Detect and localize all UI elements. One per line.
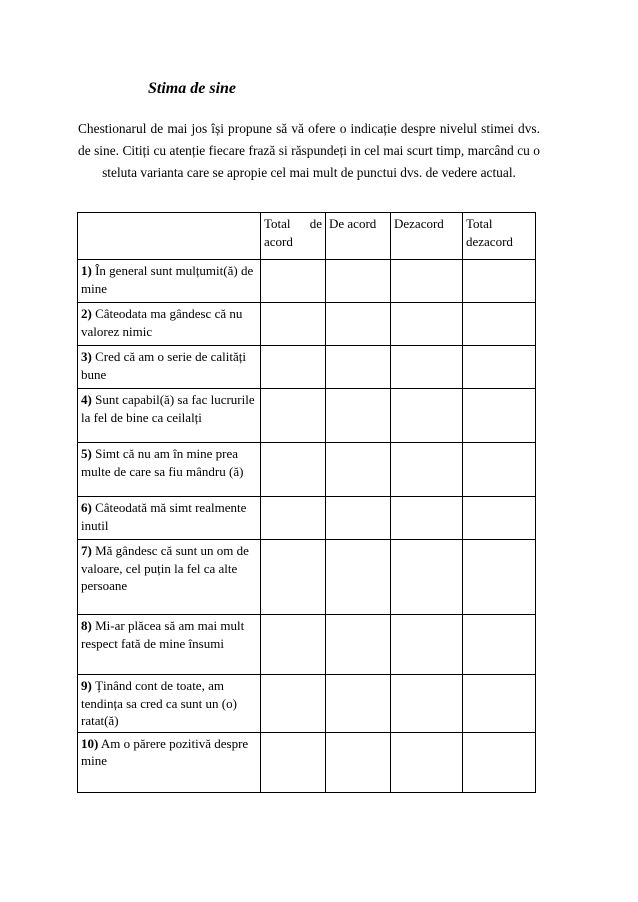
question-number: 2) [81,306,92,321]
answer-cell-total-de-acord[interactable] [261,303,326,346]
answer-cell-total-dezacord[interactable] [463,497,536,540]
question-label: Câteodată mă simt realmente inutil [81,500,247,533]
answer-cell-total-dezacord[interactable] [463,346,536,389]
question-text-6 [78,497,261,540]
answer-cell-de-acord[interactable] [326,303,391,346]
header-dezacord: Dezacord [391,213,463,260]
question-number: 9) [81,678,92,693]
answer-cell-total-de-acord[interactable] [261,260,326,303]
answer-cell-total-dezacord[interactable] [463,540,536,615]
question-label: Simt că nu am în mine prea multe de care sa fiu mândru (ă) [81,446,244,479]
question-row-6 [78,497,536,540]
answer-cell-total-de-acord[interactable] [261,732,326,792]
answer-cell-dezacord[interactable] [391,497,463,540]
question-label: Ținând cont de toate, am tendința sa cred ca sunt un (o) ratat(ă) [81,678,237,728]
question-row-5 [78,443,536,497]
answer-cell-de-acord[interactable] [326,346,391,389]
answer-cell-dezacord[interactable] [391,615,463,675]
question-text-7 [78,540,261,615]
header-total-dezacord: Total dezacord [463,213,536,260]
answer-cell-total-dezacord[interactable] [463,675,536,733]
question-text-9 [78,675,261,733]
answer-cell-total-dezacord[interactable] [463,443,536,497]
answer-cell-de-acord[interactable] [326,732,391,792]
answer-cell-total-dezacord[interactable] [463,389,536,443]
question-number: 1) [81,263,92,278]
answer-cell-total-de-acord[interactable] [261,443,326,497]
answer-cell-de-acord[interactable] [326,675,391,733]
answer-cell-dezacord[interactable] [391,303,463,346]
answer-cell-total-de-acord[interactable] [261,615,326,675]
answer-cell-total-de-acord[interactable] [261,346,326,389]
answer-cell-dezacord[interactable] [391,389,463,443]
question-label: Cred că am o serie de calități bune [81,349,246,382]
answer-cell-de-acord[interactable] [326,540,391,615]
answer-cell-dezacord[interactable] [391,443,463,497]
answer-cell-total-dezacord[interactable] [463,303,536,346]
question-number: 10) [81,735,99,751]
question-row-9 [78,675,536,733]
question-text-1 [78,260,261,303]
question-row-7 [78,540,536,615]
answer-cell-total-de-acord[interactable] [261,540,326,615]
question-row-8 [78,615,536,675]
question-text-3 [78,346,261,389]
answer-cell-total-de-acord[interactable] [261,389,326,443]
question-row-4 [78,389,536,443]
question-text-5 [78,443,261,497]
question-number: 5) [81,446,92,461]
question-label: Am o părere pozitivă despre mine [81,735,249,768]
question-label: Câteodata ma gândesc că nu valorez nimic [81,306,243,339]
question-label: Sunt capabil(ă) sa fac lucrurile la fel de bine ca ceilalți [81,392,255,425]
answer-cell-de-acord[interactable] [326,389,391,443]
answer-cell-total-dezacord[interactable] [463,732,536,792]
question-number: 3) [81,349,92,364]
header-row [78,213,536,260]
answer-cell-dezacord[interactable] [391,346,463,389]
question-label: Mă gândesc că sunt un om de valoare, cel puțin la fel ca alte persoane [81,543,249,593]
questions-body [78,260,536,793]
answer-cell-dezacord[interactable] [391,675,463,733]
question-row-1 [78,260,536,303]
answer-cell-de-acord[interactable] [326,615,391,675]
question-text-4 [78,389,261,443]
question-text-8 [78,615,261,675]
questionnaire-table [77,212,536,793]
header-blank-cell [78,213,261,260]
answer-cell-dezacord[interactable] [391,732,463,792]
answer-cell-de-acord[interactable] [326,443,391,497]
question-number: 8) [81,618,92,633]
question-label: Mi-ar plăcea să am mai mult respect fată de mine însumi [81,618,245,651]
answer-cell-dezacord[interactable] [391,540,463,615]
answer-cell-de-acord[interactable] [326,497,391,540]
question-row-3 [78,346,536,389]
question-text-10 [78,732,261,792]
page-title: Stima de sine [148,80,237,97]
question-label: În general sunt mulțumit(ă) de mine [81,263,254,296]
question-number: 7) [81,543,92,558]
answer-cell-total-dezacord[interactable] [463,615,536,675]
question-text-2 [78,303,261,346]
answer-cell-total-de-acord[interactable] [261,675,326,733]
question-number: 4) [81,392,92,407]
answer-cell-total-dezacord[interactable] [463,260,536,303]
intro-paragraph: Chestionarul de mai jos își propune să vă ofere o indicație despre nivelul stimei dvs. de sine. Citiți cu atenție fiecare frază si răspundeți in cel mai scurt timp, marcând cu o steluta varianta care se apropie cel mai mult de punctui dvs. de vedere actual. [78,121,540,180]
question-number: 6) [81,500,92,515]
answer-cell-de-acord[interactable] [326,260,391,303]
answer-cell-total-de-acord[interactable] [261,497,326,540]
answer-cell-dezacord[interactable] [391,260,463,303]
header-de-acord: De acord [326,213,391,260]
question-row-2 [78,303,536,346]
header-total-de-acord: Total de acord [261,213,326,260]
question-row-10 [78,732,536,792]
